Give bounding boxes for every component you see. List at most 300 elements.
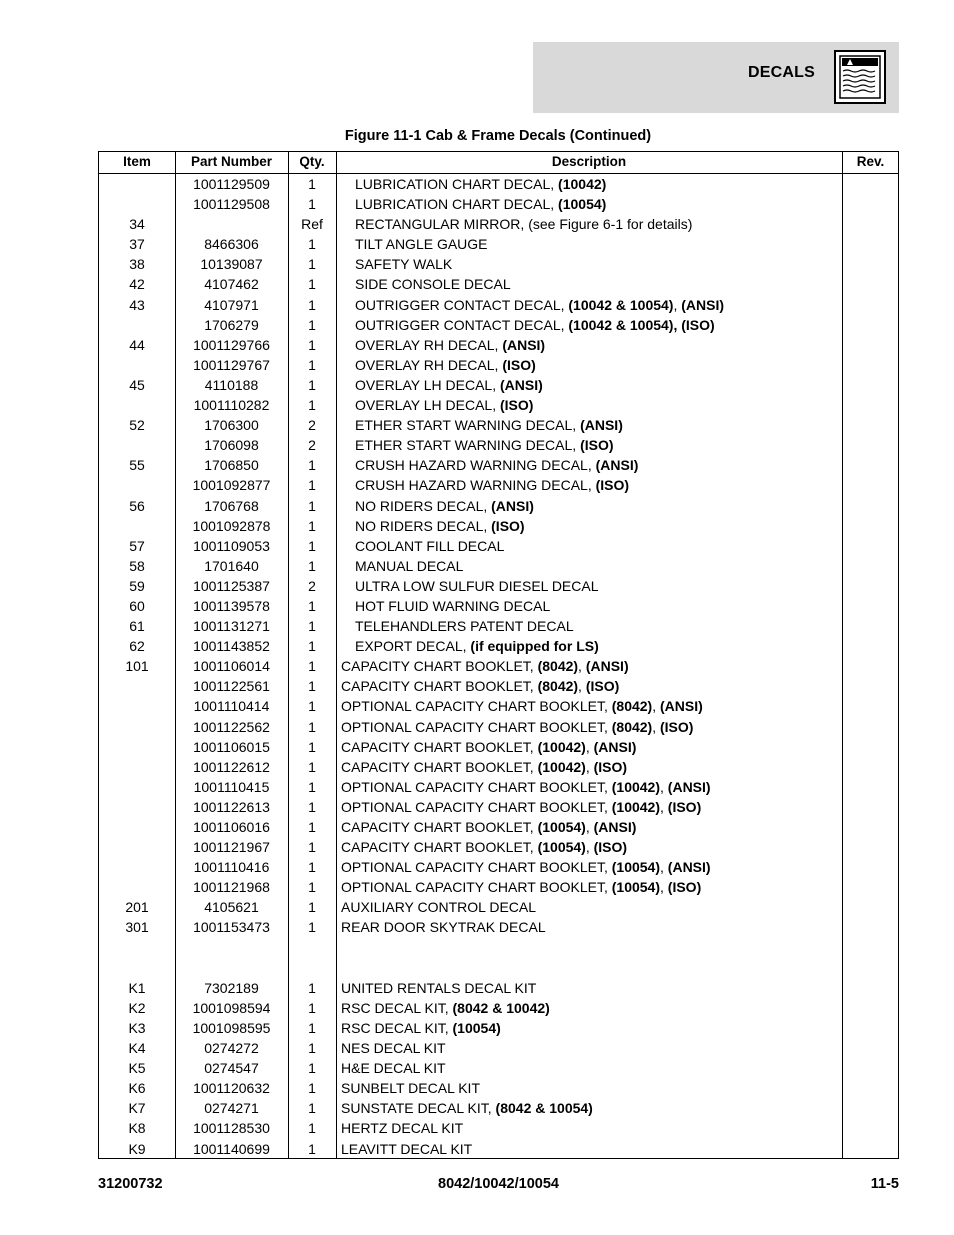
description-cell [341, 878, 701, 896]
qty-cell: 1 [308, 658, 316, 675]
part-number-cell: 1001121968 [193, 879, 270, 896]
part-number-cell: 7302189 [204, 979, 259, 996]
qty-cell: 1 [308, 638, 316, 655]
description-cell [355, 296, 724, 314]
item-cell: K7 [128, 1100, 146, 1117]
description-bold-text: (10054) [558, 196, 607, 213]
table-row [99, 696, 898, 716]
parts-table [98, 151, 899, 1159]
description-bold-text: (10054) [611, 859, 661, 876]
table-row [99, 656, 898, 676]
part-number-cell: 1001110416 [193, 859, 270, 876]
part-number-cell: 1001106016 [193, 819, 270, 835]
part-number-cell: 1001122613 [193, 798, 270, 815]
part-number-cell: 1001125387 [193, 577, 270, 594]
description-bold-text: (ANSI) [585, 658, 629, 675]
description-cell [355, 597, 550, 615]
description-cell [355, 215, 692, 233]
table-row [99, 516, 898, 536]
description-text: CAPACITY CHART BOOKLET, [341, 819, 538, 835]
part-number-cell: 1001129508 [193, 196, 270, 213]
table-row [99, 1098, 898, 1118]
description-text: HERTZ DECAL KIT [341, 1120, 464, 1137]
item-cell: 62 [129, 638, 145, 655]
description-bold-text: (ANSI) [491, 497, 534, 514]
item-cell: 59 [129, 577, 145, 594]
part-number-cell: 8466306 [204, 236, 259, 253]
description-text: , [585, 839, 594, 856]
description-text: REAR DOOR SKYTRAK DECAL [341, 919, 546, 936]
description-cell [355, 476, 629, 494]
qty-cell: 1 [308, 678, 316, 695]
description-bold-text: (ANSI) [595, 457, 639, 474]
table-row [99, 837, 898, 857]
description-cell [355, 235, 488, 253]
part-number-cell: 1001131271 [193, 618, 270, 635]
qty-cell: 1 [308, 1120, 316, 1137]
part-number-cell: 1001129766 [193, 336, 270, 353]
table-row [99, 375, 898, 395]
description-cell [341, 1140, 472, 1158]
item-cell: 34 [129, 216, 145, 233]
description-text: LEAVITT DECAL KIT [341, 1140, 473, 1157]
description-text: SUNSTATE DECAL KIT, [341, 1100, 496, 1117]
part-number-cell: 1706850 [204, 457, 259, 474]
figure-title: Figure 11-1 Cab & Frame Decals (Continued) [344, 128, 652, 144]
table-row [99, 717, 898, 737]
description-text: NES DECAL KIT [341, 1040, 446, 1057]
description-cell [355, 436, 614, 454]
qty-cell: 1 [308, 256, 316, 273]
item-cell: 201 [125, 899, 149, 916]
qty-cell: 1 [308, 979, 316, 996]
table-row [99, 335, 898, 355]
qty-cell: 1 [308, 1019, 316, 1036]
part-number-cell: 1001140699 [193, 1140, 270, 1157]
qty-cell: 1 [308, 196, 316, 213]
description-cell [341, 1019, 501, 1037]
description-cell [341, 697, 703, 715]
item-cell: K6 [128, 1080, 146, 1097]
description-bold-text: (if equipped for LS) [470, 638, 599, 655]
column-header-description: Description [551, 154, 627, 169]
description-text: CRUSH HAZARD WARNING DECAL, [355, 457, 596, 474]
table-row [99, 174, 898, 194]
description-bold-text: (10042 & 10054), (ISO) [568, 316, 715, 333]
part-number-cell: 1001120632 [193, 1080, 270, 1097]
description-cell [355, 577, 599, 595]
description-text: OPTIONAL CAPACITY CHART BOOKLET, [341, 859, 612, 876]
description-text: OPTIONAL CAPACITY CHART BOOKLET, [341, 798, 612, 815]
description-text: CAPACITY CHART BOOKLET, [341, 678, 538, 695]
document-number: 31200732 [98, 1176, 163, 1192]
description-text: CAPACITY CHART BOOKLET, [341, 738, 538, 755]
description-text: OUTRIGGER CONTACT DECAL, [355, 296, 569, 313]
description-text: MANUAL DECAL [355, 557, 464, 574]
decal-sheet-icon [834, 50, 886, 104]
qty-cell: 1 [308, 336, 316, 353]
table-row [99, 897, 898, 917]
part-number-cell: 1001098594 [192, 999, 271, 1016]
part-number-cell: 1706768 [204, 497, 259, 514]
description-cell [355, 396, 533, 414]
item-cell: 58 [129, 557, 145, 574]
description-bold-text: (ISO) [667, 798, 702, 815]
part-number-cell: 1001129509 [193, 176, 270, 192]
qty-cell: 1 [308, 597, 316, 614]
qty-cell: 1 [308, 296, 316, 313]
description-text: CRUSH HAZARD WARNING DECAL, [355, 477, 596, 494]
item-cell: 44 [129, 336, 145, 353]
description-bold-text: (ISO) [491, 517, 525, 534]
item-cell: 52 [129, 417, 145, 434]
item-cell: 57 [129, 537, 145, 554]
description-cell [341, 1119, 463, 1137]
description-bold-text: (ISO) [585, 678, 620, 695]
item-cell: 38 [129, 256, 145, 273]
description-text: , [585, 819, 594, 835]
description-bold-text: (10054) [537, 819, 586, 835]
column-header-part-number: Part Number [190, 154, 273, 169]
qty-cell: 1 [308, 698, 316, 715]
table-row [99, 777, 898, 797]
description-bold-text: (ISO) [593, 839, 628, 856]
qty-cell: 1 [308, 618, 316, 635]
table-row [99, 1018, 898, 1038]
description-text: , [660, 879, 668, 896]
qty-cell: 1 [308, 376, 316, 393]
description-bold-text: (ISO) [593, 758, 628, 775]
description-cell [355, 456, 638, 474]
part-number-cell: 1001092878 [192, 517, 271, 534]
description-cell [355, 316, 715, 334]
table-row [99, 194, 898, 214]
part-number-cell: 1001106015 [193, 738, 270, 755]
description-bold-text: (10054) [537, 839, 586, 856]
description-text: LUBRICATION CHART DECAL, [355, 196, 559, 213]
qty-cell: 1 [308, 859, 316, 876]
part-number-cell: 4105621 [204, 899, 259, 916]
qty-cell: 1 [308, 1040, 316, 1057]
part-number-cell: 1001153473 [193, 919, 270, 936]
part-number-cell: 1001122562 [193, 718, 270, 735]
part-number-cell: 0274272 [204, 1040, 259, 1057]
table-row [99, 1118, 898, 1138]
item-cell: 55 [129, 457, 145, 474]
description-cell [341, 677, 619, 695]
description-cell [341, 718, 693, 736]
section-title: DECALS [748, 64, 815, 81]
part-number-cell: 1001110415 [193, 778, 270, 795]
description-text: HOT FLUID WARNING DECAL [355, 597, 551, 614]
description-text: EXPORT DECAL, [355, 638, 471, 655]
description-cell [355, 637, 599, 655]
description-bold-text: (10042) [537, 758, 586, 775]
part-number-cell: 1001128530 [193, 1120, 270, 1137]
description-bold-text: (10042) [537, 738, 586, 755]
description-cell [341, 657, 629, 675]
qty-cell: 1 [308, 778, 316, 795]
item-cell: K5 [128, 1060, 146, 1077]
table-row [99, 455, 898, 475]
description-cell [355, 255, 452, 273]
qty-cell: 1 [308, 397, 316, 414]
table-row [99, 234, 898, 254]
table-row [99, 536, 898, 556]
description-text: , [673, 296, 682, 313]
description-text: OPTIONAL CAPACITY CHART BOOKLET, [341, 879, 612, 896]
description-text: , [660, 859, 668, 876]
description-cell [341, 858, 711, 876]
description-bold-text: (8042) [537, 678, 579, 695]
description-text: OVERLAY RH DECAL, [355, 336, 503, 353]
part-number-cell: 1001110414 [193, 698, 270, 715]
description-text: OUTRIGGER CONTACT DECAL, [355, 316, 569, 333]
table-row [99, 274, 898, 294]
description-text: , [660, 778, 668, 795]
description-bold-text: (10042) [558, 176, 607, 192]
qty-cell: 1 [308, 276, 316, 293]
table-row [99, 556, 898, 576]
table-body [99, 174, 898, 1159]
qty-cell: 1 [308, 899, 316, 916]
description-bold-text: (10054) [611, 879, 661, 896]
qty-cell: 1 [308, 1100, 316, 1117]
description-cell [355, 175, 606, 193]
description-bold-text: (8042) [537, 658, 579, 675]
qty-cell: 1 [308, 1060, 316, 1077]
description-text: SIDE CONSOLE DECAL [355, 276, 511, 293]
description-text: OVERLAY LH DECAL, [355, 397, 500, 414]
table-row [99, 576, 898, 596]
description-bold-text: (ISO) [580, 437, 614, 454]
table-row [99, 998, 898, 1018]
description-text: OPTIONAL CAPACITY CHART BOOKLET, [341, 718, 612, 735]
description-cell [355, 517, 525, 535]
qty-cell: 1 [308, 1140, 316, 1157]
description-cell [341, 1099, 593, 1117]
table-row [99, 254, 898, 274]
table-row [99, 1038, 898, 1058]
description-text: RECTANGULAR MIRROR, (see Figure 6-1 for details) [355, 216, 693, 233]
table-row [99, 496, 898, 516]
description-text: ULTRA LOW SULFUR DIESEL DECAL [355, 577, 599, 594]
description-bold-text: (8042 & 10042) [452, 999, 550, 1016]
qty-cell: 2 [308, 417, 316, 434]
table-row [99, 978, 898, 998]
description-text: NO RIDERS DECAL, [355, 497, 492, 514]
part-number-cell: 1001143852 [193, 638, 270, 655]
item-cell: K2 [128, 999, 146, 1016]
description-text: , [652, 718, 660, 735]
table-row [99, 1139, 898, 1159]
table-row [99, 596, 898, 616]
description-cell [355, 537, 504, 555]
table-row [99, 1058, 898, 1078]
description-cell [355, 195, 606, 213]
part-number-cell: 1001122612 [193, 758, 270, 775]
qty-cell: 1 [308, 236, 316, 253]
table-row [99, 938, 898, 958]
description-text: UNITED RENTALS DECAL KIT [341, 979, 537, 996]
description-text: , [585, 758, 594, 775]
description-text: RSC DECAL KIT, [341, 999, 453, 1016]
qty-cell: 1 [308, 819, 316, 835]
part-number-cell: 4110188 [204, 376, 259, 393]
item-cell: 56 [129, 497, 145, 514]
qty-cell: 1 [308, 999, 316, 1016]
item-cell: 301 [125, 919, 149, 936]
qty-cell: Ref [301, 216, 323, 233]
qty-cell: 1 [308, 839, 316, 856]
item-cell: 60 [129, 597, 145, 614]
item-cell: 101 [125, 658, 149, 675]
item-cell: K3 [128, 1019, 146, 1036]
description-cell [341, 738, 636, 756]
description-cell [355, 617, 574, 635]
description-text: RSC DECAL KIT, [341, 1019, 453, 1036]
table-row [99, 295, 898, 315]
table-row [99, 857, 898, 877]
description-bold-text: (10042) [611, 798, 661, 815]
table-row [99, 395, 898, 415]
qty-cell: 1 [308, 919, 316, 936]
description-cell [355, 416, 623, 434]
table-row [99, 676, 898, 696]
description-cell [341, 1059, 446, 1077]
description-cell [341, 818, 636, 836]
qty-cell: 1 [308, 738, 316, 755]
item-cell: K4 [128, 1040, 146, 1057]
description-cell [341, 979, 536, 997]
description-bold-text: (ISO) [502, 356, 536, 373]
item-cell: 43 [129, 296, 145, 313]
part-number-cell: 1001092877 [192, 477, 271, 494]
description-text: COOLANT FILL DECAL [355, 537, 505, 554]
part-number-cell: 1001098595 [192, 1019, 271, 1036]
part-number-cell: 1001121967 [193, 839, 270, 856]
description-text: TELEHANDLERS PATENT DECAL [355, 618, 574, 635]
qty-cell: 1 [308, 798, 316, 815]
description-text: ETHER START WARNING DECAL, [355, 437, 581, 454]
column-header-qty: Qty. [299, 154, 325, 169]
part-number-cell: 1706098 [204, 437, 259, 454]
description-text: OVERLAY RH DECAL, [355, 356, 503, 373]
item-cell: K1 [128, 979, 146, 996]
qty-cell: 2 [308, 577, 316, 594]
description-bold-text: (10054) [452, 1019, 501, 1036]
part-number-cell: 10139087 [200, 256, 263, 273]
qty-cell: 1 [308, 718, 316, 735]
description-text: OPTIONAL CAPACITY CHART BOOKLET, [341, 778, 612, 795]
description-cell [355, 275, 511, 293]
part-number-cell: 1001139578 [193, 597, 270, 614]
qty-cell: 1 [308, 758, 316, 775]
description-cell [341, 798, 701, 816]
table-row [99, 616, 898, 636]
item-cell: K8 [128, 1120, 146, 1137]
description-bold-text: (ANSI) [681, 296, 725, 313]
part-number-cell: 0274271 [204, 1100, 259, 1117]
part-number-cell: 1001106014 [193, 658, 270, 675]
description-text: SAFETY WALK [355, 256, 453, 273]
description-cell [355, 376, 543, 394]
description-bold-text: (ISO) [660, 718, 694, 735]
description-bold-text: (8042 & 10054) [495, 1100, 593, 1117]
description-bold-text: (ANSI) [502, 336, 546, 353]
description-bold-text: (ANSI) [593, 819, 637, 835]
description-bold-text: (ISO) [667, 879, 702, 896]
description-bold-text: (ANSI) [580, 417, 623, 434]
qty-cell: 2 [308, 437, 316, 454]
item-cell: 61 [129, 618, 145, 635]
description-cell [341, 778, 711, 796]
description-cell [355, 336, 545, 354]
qty-cell: 1 [308, 1080, 316, 1097]
table-row [99, 737, 898, 757]
table-row [99, 214, 898, 234]
page-number: 11-5 [870, 1176, 899, 1192]
description-bold-text: (ANSI) [667, 859, 711, 876]
item-cell: 45 [129, 376, 145, 393]
description-bold-text: (ISO) [595, 477, 630, 494]
item-cell: K9 [128, 1140, 146, 1157]
item-cell: 37 [129, 236, 145, 253]
description-text: , [578, 678, 586, 695]
description-text: CAPACITY CHART BOOKLET, [341, 758, 538, 775]
description-text: OVERLAY LH DECAL, [355, 376, 500, 393]
description-text: NO RIDERS DECAL, [355, 517, 492, 534]
qty-cell: 1 [308, 557, 316, 574]
description-text: CAPACITY CHART BOOKLET, [341, 658, 538, 675]
table-row [99, 917, 898, 937]
qty-cell: 1 [308, 517, 316, 534]
table-row [99, 475, 898, 495]
description-bold-text: (10042 & 10054) [568, 296, 674, 313]
description-text: SUNBELT DECAL KIT [341, 1080, 481, 1097]
description-text: , [578, 658, 586, 675]
qty-cell: 1 [308, 537, 316, 554]
table-row [99, 958, 898, 978]
description-bold-text: (ANSI) [593, 738, 637, 755]
qty-cell: 1 [308, 477, 316, 494]
table-row [99, 757, 898, 777]
qty-cell: 1 [308, 497, 316, 514]
part-number-cell: 1001129767 [193, 356, 270, 373]
description-bold-text: (8042) [611, 698, 653, 715]
description-cell [355, 356, 536, 374]
table-row [99, 435, 898, 455]
description-text: LUBRICATION CHART DECAL, [355, 176, 559, 192]
table-row [99, 817, 898, 837]
description-cell [341, 999, 550, 1017]
qty-cell: 1 [308, 457, 316, 474]
table-row [99, 315, 898, 335]
description-cell [341, 1079, 480, 1097]
part-number-cell: 1701640 [204, 557, 259, 574]
description-text: H&E DECAL KIT [341, 1060, 446, 1077]
column-header-rev: Rev. [856, 154, 885, 169]
description-cell [341, 898, 536, 916]
table-row [99, 355, 898, 375]
column-header-item: Item [123, 154, 151, 169]
part-number-cell: 1001122561 [193, 678, 270, 695]
description-bold-text: (ANSI) [667, 778, 711, 795]
part-number-cell: 4107462 [204, 276, 259, 293]
description-text: , [585, 738, 594, 755]
description-bold-text: (ANSI) [499, 376, 543, 393]
description-bold-text: (10042) [611, 778, 661, 795]
